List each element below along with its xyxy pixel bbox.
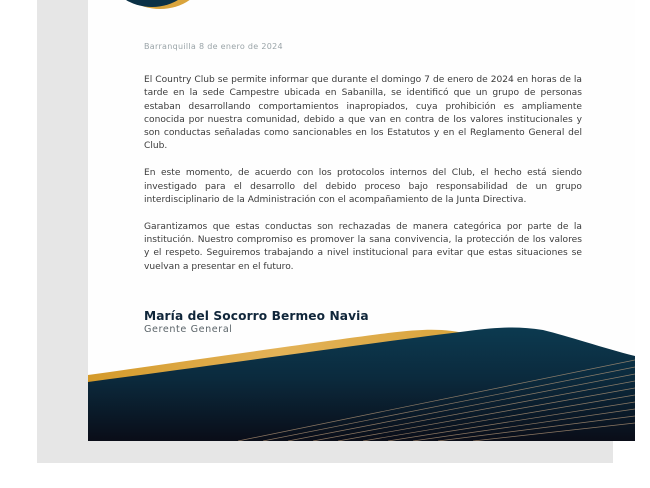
- paragraph-incident: El Country Club se permite informar que durante el domingo 7 de enero de 2024 en horas de la tarde en la sede Campestre ubicada en Sabanilla, se identificó que un grupo de personas estaban desarrollando comportamientos inapropiados, cuya prohibición es ampliamente conocida por nuestra comunidad, debido a que van en contra de los valores institucionales y son conductas señaladas como sancionables en los Estatutos y en el Reglamento General del Club.: [144, 75, 582, 152]
- paragraph-commitment: Garantizamos que estas conductas son rechazadas de manera categórica por parte de la institución. Nuestro compromiso es promover la sana convivencia, la protección de los valores y el respeto. Seguiremos trabajando a nivel institucional para evitar que estas situaciones se vuelvan a presentar en el futuro.: [144, 221, 582, 272]
- signatory-role: Gerente General: [144, 324, 233, 335]
- paragraph-investigation: En este momento, de acuerdo con los protocolos internos del Club, el hecho está siendo investigado para el desarrollo del debido proceso bajo responsabilidad de un grupo interdisciplinario de la Administración con el acompañamiento de la Junta Directiva.: [144, 168, 582, 205]
- page-frame: [37, 0, 613, 463]
- letter-body: [144, 74, 582, 287]
- footer-decoration-icon: [88, 320, 635, 441]
- letter-date: Barranquilla 8 de enero de 2024: [144, 42, 283, 51]
- letter-card: [88, 0, 635, 441]
- signatory-name: María del Socorro Bermeo Navia: [144, 309, 369, 323]
- club-logo-arc-icon: [108, 0, 203, 10]
